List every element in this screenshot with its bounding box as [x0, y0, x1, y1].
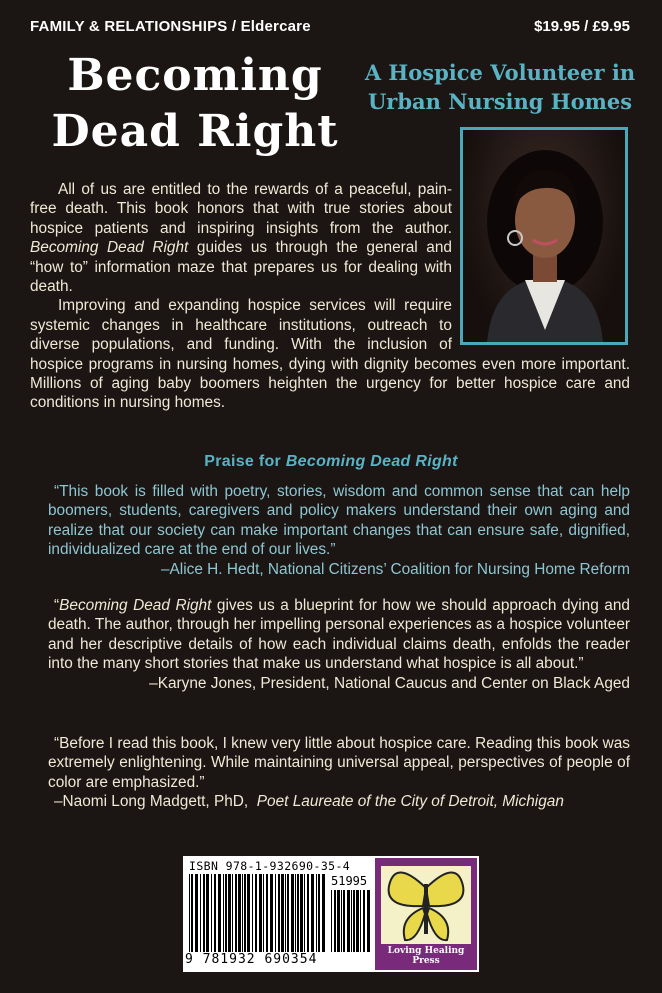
- barcode-bar: [228, 874, 231, 952]
- barcode-bar: [189, 874, 190, 952]
- barcode-bar: [252, 874, 253, 952]
- barcode-bar: [238, 874, 241, 952]
- barcode-bar: [353, 890, 355, 952]
- barcode-bar: [206, 874, 209, 952]
- barcode-bar: [225, 874, 227, 952]
- price-barcode: [331, 890, 373, 952]
- barcode-bar: [255, 874, 257, 952]
- book-description: [30, 180, 630, 413]
- category-label: FAMILY & RELATIONSHIPS / Eldercare: [30, 18, 311, 35]
- praise-quote-2: [48, 596, 630, 693]
- barcode-bar: [351, 890, 352, 952]
- barcode-bar: [304, 874, 305, 952]
- barcode-bar: [266, 874, 268, 952]
- barcode-bar: [270, 874, 273, 952]
- price-label: $19.95 / £9.95: [534, 18, 630, 35]
- barcode-bar: [295, 874, 296, 952]
- title-line-2: Dead Right: [51, 106, 339, 157]
- barcode-bar: [322, 874, 325, 952]
- barcode-bar: [275, 874, 276, 952]
- barcode-bar: [263, 874, 264, 952]
- title-line-1: Becoming: [67, 50, 323, 101]
- barcode-panel: [183, 856, 479, 972]
- ean-digits-label: 9 781932 690354: [185, 952, 318, 967]
- barcode-bar: [285, 874, 286, 952]
- book-title: [40, 48, 350, 160]
- quote-attribution: –Naomi Long Madgett, PhD, Poet Laureate of the City of Detroit, Michigan: [54, 793, 564, 811]
- praise-heading: Praise for Becoming Dead Right: [204, 453, 458, 470]
- barcode-bar: [343, 890, 345, 952]
- barcode-bar: [300, 874, 303, 952]
- barcode-bar: [318, 874, 320, 952]
- barcode-bar: [259, 874, 262, 952]
- barcode-bar: [334, 890, 336, 952]
- quote-attribution: –Karyne Jones, President, National Caucus and Center on Black Aged: [149, 674, 630, 692]
- butterfly-icon: [375, 858, 477, 954]
- price-code-label: 51995: [331, 874, 368, 888]
- barcode-bar: [281, 874, 284, 952]
- quote-text: “Becoming Dead Right gives us a blueprint for how we should approach dying and death. The author, through her impelling personal experiences as a hospice volunteer and her descriptive details of how each individual claims death, enfolds the reader into the many short stories that make us understand what hospice is all about.”: [48, 597, 630, 673]
- isbn-label: ISBN 978-1-932690-35-4: [189, 859, 351, 873]
- quote-text: “This book is filled with poetry, stories, wisdom and common sense that can help boomers, students, caregivers and policy makers understand their own aging and realize that our society can make important changes that can ensure safe, dignified, individualized care at the end of our lives.”: [48, 483, 630, 559]
- barcode-bar: [244, 874, 246, 952]
- description-paragraph-1: All of us are entitled to the rewards of a peaceful, pain-free death. This book honors that with true stories about hospice patients and inspiring insights from the author. Becoming Dead Right guides us through the general and “how to” information maze that prepares us for dealing with death.: [30, 181, 452, 296]
- barcode-bar: [307, 874, 309, 952]
- praise-quote-1: [48, 482, 630, 579]
- barcode-bar: [291, 874, 294, 952]
- barcode-bar: [316, 874, 317, 952]
- barcode-bar: [311, 874, 314, 952]
- barcode-bar: [195, 874, 198, 952]
- barcode-bar: [331, 890, 332, 952]
- barcode-bar: [247, 874, 250, 952]
- subtitle-line-1: A Hospice Volunteer in: [364, 60, 636, 85]
- publisher-name: Loving Healing Press: [387, 946, 465, 966]
- barcode-bar: [337, 890, 340, 952]
- barcode-bar: [287, 874, 289, 952]
- book-subtitle: [350, 58, 650, 116]
- praise-quote-3: [48, 734, 630, 812]
- barcode-bar: [211, 874, 212, 952]
- barcode-bar: [360, 890, 361, 952]
- barcode-bar: [297, 874, 299, 952]
- barcode-bar: [191, 874, 193, 952]
- ean-barcode: [189, 874, 327, 952]
- barcode-bar: [367, 890, 370, 952]
- barcode-bar: [214, 874, 216, 952]
- barcode-bar: [218, 874, 221, 952]
- barcode-bar: [235, 874, 237, 952]
- subtitle-line-2: Urban Nursing Homes: [367, 89, 633, 114]
- barcode-bar: [278, 874, 280, 952]
- barcode-bar: [347, 890, 350, 952]
- publisher-logo: [375, 858, 477, 970]
- barcode-bar: [356, 890, 359, 952]
- barcode-bar: [363, 890, 365, 952]
- barcode-bar: [203, 874, 205, 952]
- quote-attribution: –Alice H. Hedt, National Citizens’ Coalition for Nursing Home Reform: [160, 560, 630, 578]
- quote-text: “Before I read this book, I knew very little about hospice care. Reading this book was extremely enlightening. While maintaining universal appeal, perspectives of people of color are emphasized.”: [48, 735, 630, 791]
- barcode-bar: [200, 874, 201, 952]
- barcode-bar: [232, 874, 233, 952]
- barcode-bar: [242, 874, 243, 952]
- description-paragraph-2: Improving and expanding hospice services will require systemic changes in healthcare institutions, outreach to diverse populations, and funding. With the inclusion of hospice programs in nursing homes, dying with dignity becomes even more important. Millions of aging baby boomers heighten the urgency for better hospice care and conditions in nursing homes.: [30, 297, 630, 412]
- barcode-bar: [341, 890, 342, 952]
- barcode-bar: [223, 874, 224, 952]
